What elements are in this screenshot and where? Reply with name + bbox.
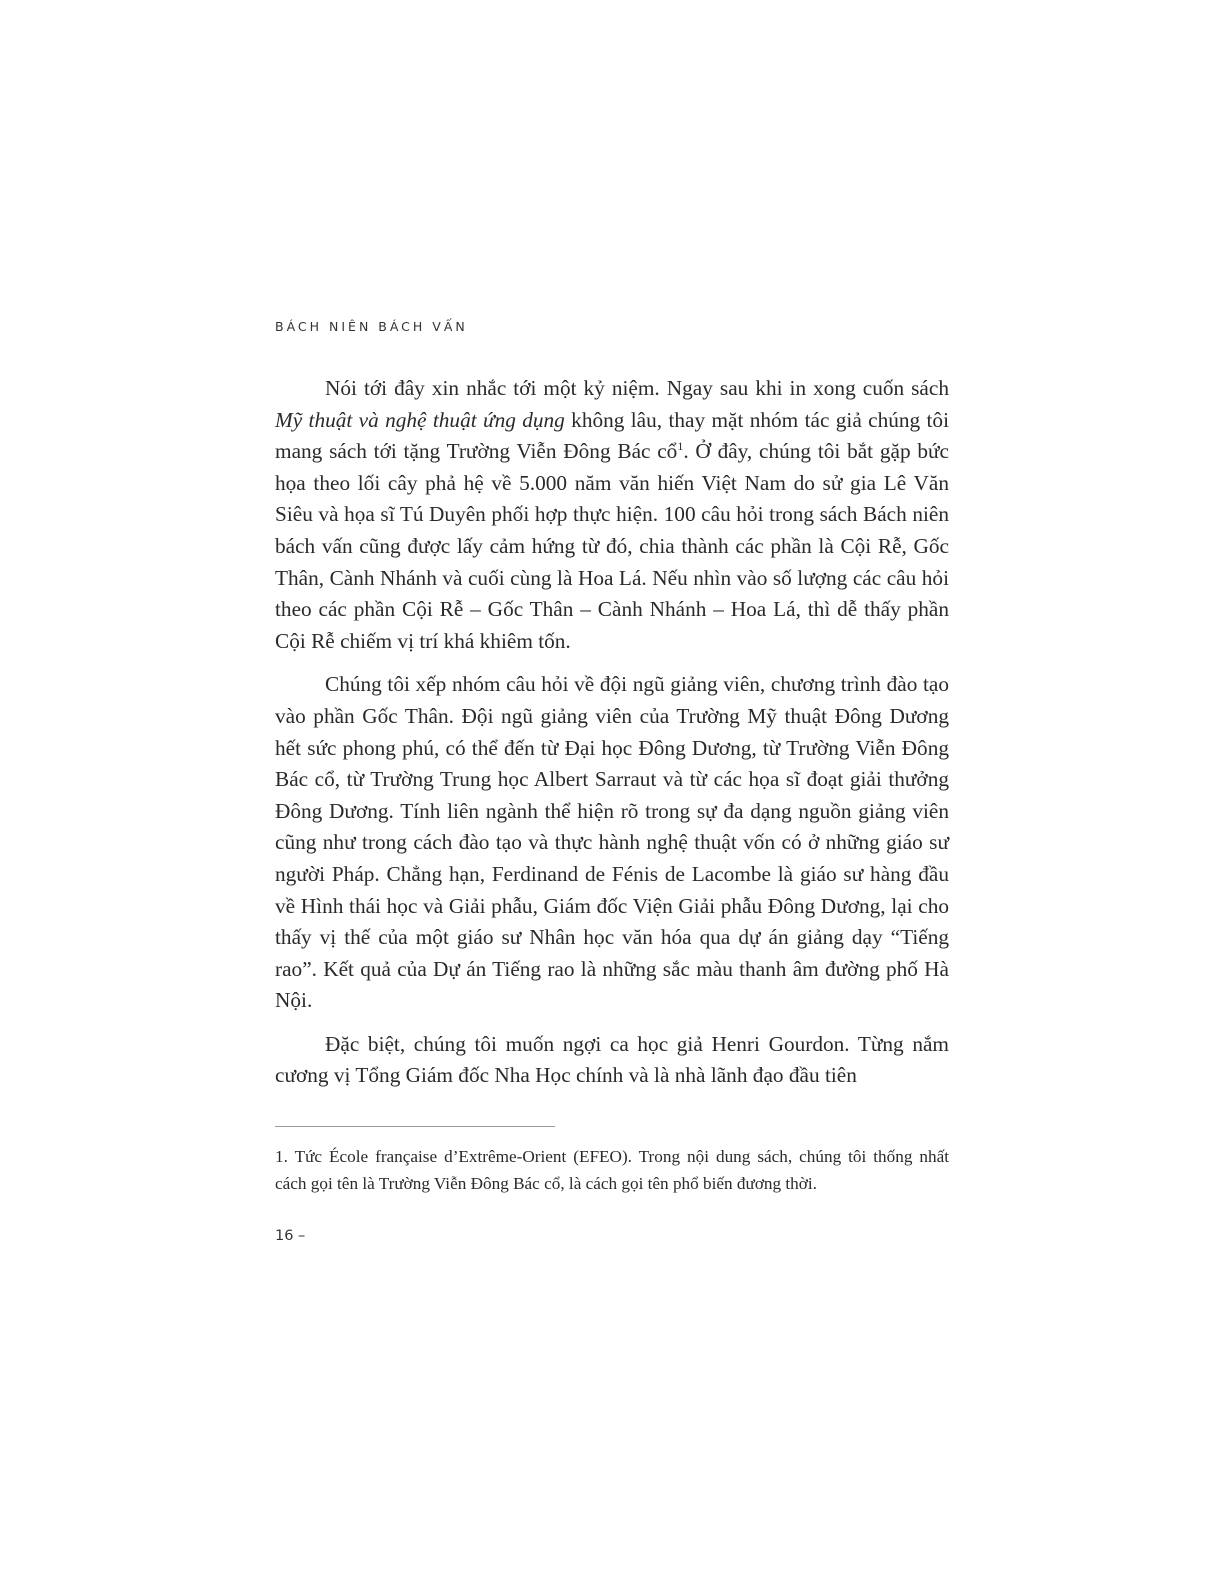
paragraph-1-text-start: Nói tới đây xin nhắc tới một kỷ niệm. Ngay sau khi in xong cuốn sách bbox=[325, 376, 949, 400]
paragraph-3: Đặc biệt, chúng tôi muốn ngợi ca học giả Henri Gourdon. Từng nắm cương vị Tổng Giám đốc Nha Học chính và là nhà lãnh đạo đầu tiên bbox=[275, 1031, 949, 1088]
footnote-reference[interactable]: 1 bbox=[677, 439, 684, 454]
running-header: BÁCH NIÊN BÁCH VẤN bbox=[275, 319, 468, 334]
paragraph-1-text-end: . Ở đây, chúng tôi bắt gặp bức họa theo lối cây phả hệ về 5.000 năm văn hiến Việt Nam do sử gia Lê Văn Siêu và họa sĩ Tú Duyên phối hợp thực hiện. 100 câu hỏi trong sách Bách niên bách vấn cũng được lấy cảm hứng từ đó, chia thành các phần là Cội Rễ, Gốc Thân, Cành Nhánh và cuối cùng là Hoa Lá. Nếu nhìn vào số lượng các câu hỏi theo các phần Cội Rễ – Gốc Thân – Cành Nhánh – Hoa Lá, thì dễ thấy phần Cội Rễ chiếm vị trí khá khiêm tốn. bbox=[275, 439, 949, 653]
paragraph-1-text-middle: không lâu, thay mặt nhóm tác giả chúng tôi mang sách tới tặng Trường Viễn Đông Bác cổ bbox=[275, 407, 949, 464]
page-number: 16 – bbox=[275, 1228, 306, 1244]
book-title-italic: Mỹ thuật và nghệ thuật ứng dụng bbox=[275, 407, 565, 432]
footnote: 1. Tức École française d’Extrême-Orient (EFEO). Trong nội dung sách, chúng tôi thống nhất cách gọi tên là Trường Viễn Đông Bác cổ, là cách gọi tên phổ biến đương thời. bbox=[275, 1147, 949, 1193]
paragraph-2: Chúng tôi xếp nhóm câu hỏi về đội ngũ giảng viên, chương trình đào tạo vào phần Gốc Thân. Đội ngũ giảng viên của Trường Mỹ thuật Đông Dương hết sức phong phú, có thể đến từ Đại học Đông Dương, từ Trường Viễn Đông Bác cổ, từ Trường Trung học Albert Sarraut và từ các họa sĩ đoạt giải thưởng Đông Dương. Tính liên ngành thể hiện rõ trong sự đa dạng nguồn giảng viên cũng như trong cách đào tạo và thực hành nghệ thuật vốn có ở những giáo sư người Pháp. Chẳng hạn, Ferdinand de Fénis de Lacombe là giáo sư hàng đầu về Hình thái học và Giải phẫu, Giám đốc Viện Giải phẫu Đông Dương, lại cho thấy vị thế của một giáo sư Nhân học văn hóa qua dự án giảng dạy “Tiếng rao”. Kết quả của Dự án Tiếng rao là những sắc màu thanh âm đường phố Hà Nội. bbox=[275, 672, 949, 1013]
footnote-divider bbox=[275, 1126, 555, 1127]
paragraph-1 bbox=[275, 373, 949, 657]
body-text bbox=[275, 373, 949, 1104]
